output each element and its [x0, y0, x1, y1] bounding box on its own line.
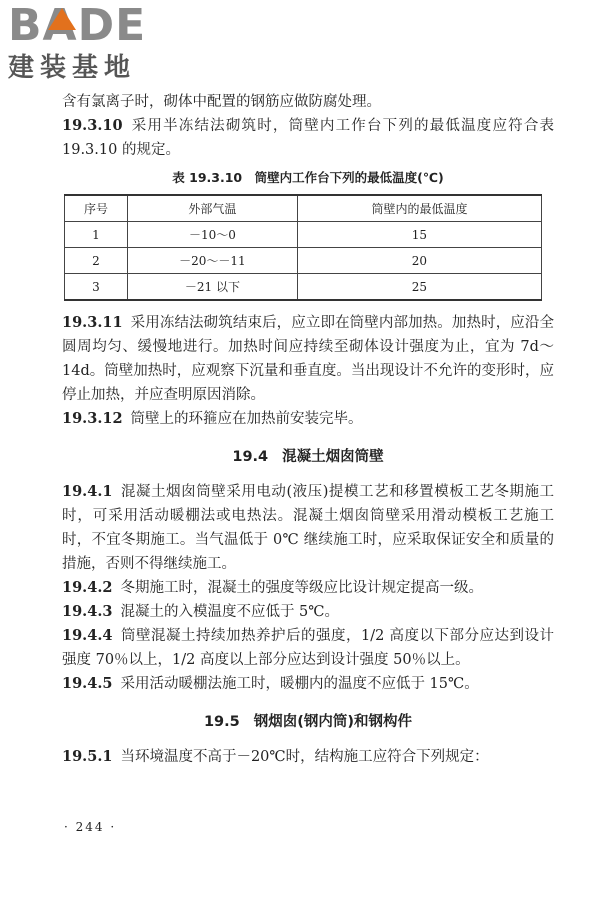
table-row: [65, 222, 542, 248]
table-title: 表 19.3.10 筒壁内工作台下列的最低温度(℃): [172, 170, 444, 185]
clause-number: 19.4.2: [62, 579, 113, 596]
clause-number: 19.4.5: [62, 675, 113, 692]
table-cell: 3: [65, 274, 128, 301]
clause-19-3-12: [62, 407, 554, 431]
table-cell: －20～－11: [127, 248, 297, 274]
clause-number: 19.4.1: [62, 483, 113, 500]
section-title: 混凝土烟囱筒壁: [282, 449, 384, 465]
clause-19-4-5: [62, 672, 554, 696]
clause-19-3-10: [62, 114, 554, 162]
table-cell: 15: [297, 222, 541, 248]
clause-number: 19.5.1: [62, 748, 113, 765]
section-title: 钢烟囱(钢内筒)和钢构件: [253, 714, 413, 730]
clause-text: 混凝土烟囱筒壁采用电动(液压)提模工艺和移置模板工艺冬期施工时，可采用活动暖棚法或电热法。混凝土烟囱筒壁采用滑动模板工艺施工时，不宜冬期施工。当气温低于 0℃ 继续施工时，应采取保证安全和质量的措施，否则不得继续施工。: [62, 484, 554, 572]
clause-19-4-1: [62, 480, 554, 576]
page-content: [62, 90, 554, 769]
clause-number: 19.4.3: [62, 603, 113, 620]
table-cell: 2: [65, 248, 128, 274]
clause-text: 采用半冻结法砌筑时，筒壁内工作台下列的最低温度应符合表 19.3.10 的规定。: [62, 118, 554, 158]
table-header-cell: 序号: [65, 195, 128, 222]
clause-19-4-3: [62, 600, 554, 624]
table-row: [65, 248, 542, 274]
clause-text: 当环境温度不高于－20℃时，结构施工应符合下列规定：: [120, 749, 489, 765]
clause-number: 19.3.11: [62, 314, 123, 331]
clause-number: 19.4.4: [62, 627, 113, 644]
clause-text: 采用活动暖棚法施工时，暖棚内的温度不应低于 15℃。: [120, 676, 479, 692]
clause-number: 19.3.10: [62, 117, 123, 134]
clause-text: 采用冻结法砌筑结束后，应立即在筒壁内部加热。加热时，应沿全圆周均匀、缓慢地进行。加热时间应持续至砌体设计强度为止，宜为 7d～14d。筒壁加热时，应观察下沉量和垂直度。当出现设计不允许的变形时，应停止加热，并应查明原因消除。: [62, 315, 554, 403]
table-cell: 1: [65, 222, 128, 248]
table-header-row: [65, 195, 542, 222]
clause-19-3-11: [62, 311, 554, 407]
page-number: · 244 ·: [64, 820, 117, 834]
clause-text: 混凝土的入模温度不应低于 5℃。: [120, 604, 340, 620]
table-cell: －21 以下: [127, 274, 297, 301]
section-number: 19.4: [232, 449, 269, 465]
clause-19-5-1: [62, 745, 554, 769]
logo-subtitle: 建装基地: [8, 53, 137, 83]
temperature-table: [64, 194, 542, 301]
clause-19-4-2: [62, 576, 554, 600]
section-heading-19-4: [62, 445, 554, 466]
table-row: [65, 274, 542, 301]
intro-paragraph: 含有氯离子时，砌体中配置的钢筋应做防腐处理。: [62, 94, 381, 110]
table-header-cell: 外部气温: [127, 195, 297, 222]
table-cell: 20: [297, 248, 541, 274]
section-number: 19.5: [203, 714, 240, 730]
logo-triangle-icon: [48, 8, 76, 30]
logo-wordmark: BADE: [8, 0, 147, 51]
bade-logo: [8, 0, 178, 86]
clause-19-4-4: [62, 624, 554, 672]
clause-text: 冬期施工时，混凝土的强度等级应比设计规定提高一级。: [120, 580, 483, 596]
table-cell: －10～0: [127, 222, 297, 248]
table-cell: 25: [297, 274, 541, 301]
table-header-cell: 筒壁内的最低温度: [297, 195, 541, 222]
clause-text: 筒壁上的环箍应在加热前安装完毕。: [130, 411, 363, 427]
clause-number: 19.3.12: [62, 410, 123, 427]
section-heading-19-5: [62, 710, 554, 731]
clause-text: 筒壁混凝土持续加热养护后的强度，1/2 高度以下部分应达到设计强度 70％以上，1/2 高度以上部分应达到设计强度 50％以上。: [62, 628, 554, 668]
